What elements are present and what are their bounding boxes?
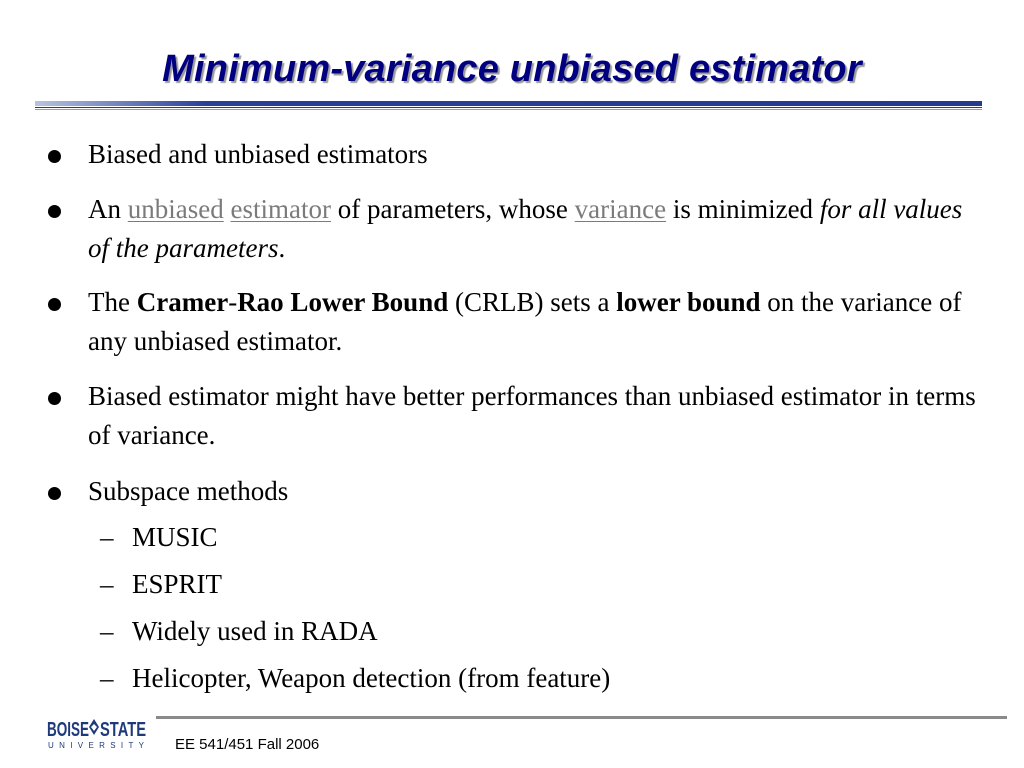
bullet-text [88,190,978,268]
bullet-dot-icon [48,150,61,163]
bullet-dot-icon [48,298,61,311]
logo-subtitle: UNIVERSITY [48,741,144,750]
sub-item-text: ESPRIT [132,569,223,599]
text-run: on the variance of any unbiased estimator. [88,287,962,356]
text-run: The [88,287,137,317]
link-estimator[interactable]: estimator [230,194,331,224]
bold-text: Rao Lower Bound [237,287,449,317]
slide-title: Minimum-variance unbiased estimator [162,48,862,90]
title-underline-light [35,109,982,110]
text-run: is minimized [666,194,820,224]
boise-state-logo [47,716,147,750]
bold-text: Cramer [136,287,229,317]
title-underline-thin [35,107,982,108]
dash-marker: – [100,663,114,693]
link-variance[interactable]: variance [574,194,667,224]
link-unbiased[interactable]: unbiased [127,194,224,224]
bullet-dot-icon [48,392,61,405]
logo-word-right: STATE [100,719,146,741]
sub-item-text: Helicopter, Weapon detection (from feature) [132,663,611,693]
text-run: (CRLB) sets a [448,287,617,317]
footer-divider [156,716,1007,719]
bullet-dot-icon [48,487,61,500]
logo-word-left: BOISE [47,719,89,741]
text-run: An [88,194,128,224]
text-run: . [278,233,286,263]
sub-item-text: Widely used in RADA [132,616,378,646]
bullet-text: Biased estimator might have better performances than unbiased estimator in terms of variance. [88,381,976,450]
bullet-text: Biased and unbiased estimators [88,139,428,169]
sub-item-text: MUSIC [132,522,218,552]
dash-marker: – [100,616,114,646]
title-underline-thick [35,101,982,106]
bullet-text [88,283,978,361]
dash-marker: – [100,569,114,599]
italic-text: for all values of the parameters [88,194,963,263]
text-run: of parameters, whose [330,194,575,224]
bullet-dot-icon [48,205,61,218]
bullet-text: Subspace methods [88,476,289,506]
bold-text: lower bound [616,287,761,317]
footer-course-label: EE 541/451 Fall 2006 [175,736,320,753]
dash-marker: – [100,522,114,552]
text-run: - [228,287,238,317]
